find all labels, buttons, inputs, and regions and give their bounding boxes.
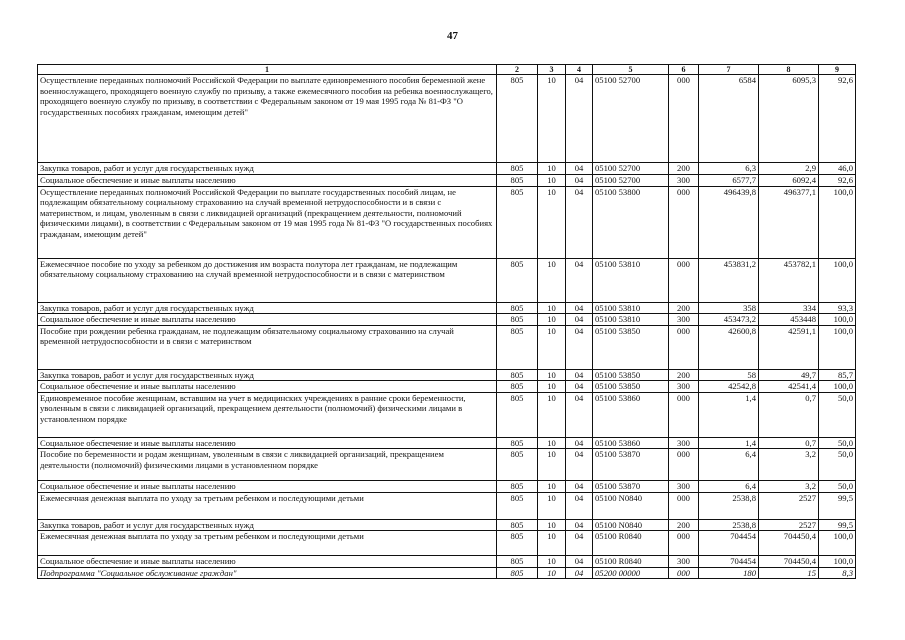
executed-amount-cell: 2527 bbox=[759, 519, 819, 531]
page-number: 47 bbox=[447, 30, 458, 42]
expense-type-cell: 000 bbox=[669, 186, 699, 258]
target-article-cell: 05100 52700 bbox=[593, 175, 669, 187]
subsection-cell: 04 bbox=[566, 75, 593, 163]
name-cell: Закупка товаров, работ и услуг для государственных нужд bbox=[38, 519, 497, 531]
table-row bbox=[38, 437, 856, 449]
admin-code-cell: 805 bbox=[497, 75, 538, 163]
expense-type-cell: 000 bbox=[669, 325, 699, 369]
name-cell: Осуществление переданных полномочий Российской Федерации по выплате единовременного пособия беременной жене военнослужащего, проходящего военную службу по призыву, а также ежемесячного пособия на ребенка военнослужащего, проходящего военную службу по призыву, в соответствии с Федеральным законом от 19 мая 1995 года № 81-ФЗ "О государственных пособиях гражданам, имеющим детей" bbox=[38, 75, 497, 163]
execution-percent-cell: 100,0 bbox=[819, 186, 856, 258]
subsection-cell: 04 bbox=[566, 258, 593, 302]
name-cell: Единовременное пособие женщинам, вставшим на учет в медицинских учреждениях в ранние сроки беременности, уволенным в связи с ликвидацией организаций, прекращением деятельности (полномочий) физическими лицами в установленном порядке bbox=[38, 392, 497, 437]
execution-percent-cell: 92,6 bbox=[819, 175, 856, 187]
approved-amount-cell: 496439,8 bbox=[699, 186, 759, 258]
executed-amount-cell: 42541,4 bbox=[759, 381, 819, 393]
name-cell: Социальное обеспечение и иные выплаты населению bbox=[38, 175, 497, 187]
admin-code-cell: 805 bbox=[497, 481, 538, 493]
execution-percent-cell: 50,0 bbox=[819, 449, 856, 481]
table-row bbox=[38, 175, 856, 187]
target-article-cell: 05100 52700 bbox=[593, 163, 669, 175]
section-cell: 10 bbox=[538, 381, 566, 393]
subsection-cell: 04 bbox=[566, 531, 593, 556]
execution-percent-cell: 100,0 bbox=[819, 381, 856, 393]
execution-percent-cell: 100,0 bbox=[819, 556, 856, 568]
subsection-cell: 04 bbox=[566, 302, 593, 314]
subsection-cell: 04 bbox=[566, 314, 593, 326]
expense-type-cell: 000 bbox=[669, 567, 699, 579]
execution-percent-cell: 99,5 bbox=[819, 492, 856, 519]
name-cell: Социальное обеспечение и иные выплаты населению bbox=[38, 481, 497, 493]
admin-code-cell: 805 bbox=[497, 492, 538, 519]
name-cell: Пособие при рождении ребенка гражданам, не подлежащим обязательному социальному страхованию на случай временной нетрудоспособности и в связи с материнством bbox=[38, 325, 497, 369]
table-row bbox=[38, 186, 856, 258]
section-cell: 10 bbox=[538, 163, 566, 175]
section-cell: 10 bbox=[538, 492, 566, 519]
expense-type-cell: 200 bbox=[669, 163, 699, 175]
table-row bbox=[38, 449, 856, 481]
expense-type-cell: 300 bbox=[669, 314, 699, 326]
subsection-cell: 04 bbox=[566, 325, 593, 369]
executed-amount-cell: 0,7 bbox=[759, 392, 819, 437]
approved-amount-cell: 180 bbox=[699, 567, 759, 579]
execution-percent-cell: 93,3 bbox=[819, 302, 856, 314]
execution-percent-cell: 50,0 bbox=[819, 437, 856, 449]
subsection-cell: 04 bbox=[566, 492, 593, 519]
name-cell: Ежемесячная денежная выплата по уходу за третьим ребенком и последующими детьми bbox=[38, 492, 497, 519]
execution-percent-cell: 50,0 bbox=[819, 392, 856, 437]
target-article-cell: 05100 53810 bbox=[593, 302, 669, 314]
admin-code-cell: 805 bbox=[497, 437, 538, 449]
subsection-cell: 04 bbox=[566, 481, 593, 493]
name-cell: Подпрограмма "Социальное обслуживание граждан" bbox=[38, 567, 497, 579]
name-cell: Осуществление переданных полномочий Российской Федерации по выплате государственных пособий лицам, не подлежащим обязательному социальному страхованию на случай временной нетрудоспособности и в связи с материнством, и лицам, уволенным в связи с ликвидацией организаций (прекращением деятельности, полномочий физическими лицами), в соответствии с Федеральным законом от 19 мая 1995 года № 81-ФЗ "О государственных пособиях гражданам, имеющим детей" bbox=[38, 186, 497, 258]
executed-amount-cell: 496377,1 bbox=[759, 186, 819, 258]
approved-amount-cell: 6,4 bbox=[699, 481, 759, 493]
table-row bbox=[38, 392, 856, 437]
target-article-cell: 05100 53850 bbox=[593, 325, 669, 369]
admin-code-cell: 805 bbox=[497, 325, 538, 369]
subsection-cell: 04 bbox=[566, 369, 593, 381]
target-article-cell: 05100 52700 bbox=[593, 75, 669, 163]
expense-type-cell: 000 bbox=[669, 531, 699, 556]
column-number: 9 bbox=[819, 65, 856, 75]
expense-type-cell: 000 bbox=[669, 392, 699, 437]
approved-amount-cell: 58 bbox=[699, 369, 759, 381]
admin-code-cell: 805 bbox=[497, 531, 538, 556]
executed-amount-cell: 6095,3 bbox=[759, 75, 819, 163]
section-cell: 10 bbox=[538, 175, 566, 187]
section-cell: 10 bbox=[538, 437, 566, 449]
subsection-cell: 04 bbox=[566, 556, 593, 568]
executed-amount-cell: 0,7 bbox=[759, 437, 819, 449]
target-article-cell: 05100 53850 bbox=[593, 381, 669, 393]
executed-amount-cell: 704450,4 bbox=[759, 556, 819, 568]
section-cell: 10 bbox=[538, 369, 566, 381]
target-article-cell: 05100 N0840 bbox=[593, 492, 669, 519]
subsection-cell: 04 bbox=[566, 392, 593, 437]
execution-percent-cell: 100,0 bbox=[819, 258, 856, 302]
section-cell: 10 bbox=[538, 519, 566, 531]
execution-percent-cell: 99,5 bbox=[819, 519, 856, 531]
executed-amount-cell: 6092,4 bbox=[759, 175, 819, 187]
approved-amount-cell: 704454 bbox=[699, 556, 759, 568]
admin-code-cell: 805 bbox=[497, 258, 538, 302]
approved-amount-cell: 453831,2 bbox=[699, 258, 759, 302]
table-row bbox=[38, 481, 856, 493]
name-cell: Пособие по беременности и родам женщинам, уволенным в связи с ликвидацией организаций, прекращением деятельности (полномочий) физическими лицами в установленном порядке bbox=[38, 449, 497, 481]
subsection-cell: 04 bbox=[566, 567, 593, 579]
section-cell: 10 bbox=[538, 186, 566, 258]
column-number: 1 bbox=[38, 65, 497, 75]
target-article-cell: 05100 53870 bbox=[593, 481, 669, 493]
column-number: 3 bbox=[538, 65, 566, 75]
name-cell: Закупка товаров, работ и услуг для государственных нужд bbox=[38, 302, 497, 314]
column-number: 4 bbox=[566, 65, 593, 75]
expense-type-cell: 300 bbox=[669, 437, 699, 449]
admin-code-cell: 805 bbox=[497, 519, 538, 531]
approved-amount-cell: 704454 bbox=[699, 531, 759, 556]
executed-amount-cell: 3,2 bbox=[759, 481, 819, 493]
section-cell: 10 bbox=[538, 258, 566, 302]
target-article-cell: 05100 53860 bbox=[593, 392, 669, 437]
expense-type-cell: 300 bbox=[669, 175, 699, 187]
executed-amount-cell: 704450,4 bbox=[759, 531, 819, 556]
subsection-cell: 04 bbox=[566, 437, 593, 449]
target-article-cell: 05100 53850 bbox=[593, 369, 669, 381]
admin-code-cell: 805 bbox=[497, 302, 538, 314]
approved-amount-cell: 453473,2 bbox=[699, 314, 759, 326]
section-cell: 10 bbox=[538, 449, 566, 481]
admin-code-cell: 805 bbox=[497, 175, 538, 187]
column-number: 2 bbox=[497, 65, 538, 75]
expense-type-cell: 000 bbox=[669, 492, 699, 519]
table-row bbox=[38, 163, 856, 175]
target-article-cell: 05100 R0840 bbox=[593, 556, 669, 568]
execution-percent-cell: 85,7 bbox=[819, 369, 856, 381]
table-row bbox=[38, 567, 856, 579]
target-article-cell: 05200 00000 bbox=[593, 567, 669, 579]
name-cell: Закупка товаров, работ и услуг для государственных нужд bbox=[38, 163, 497, 175]
name-cell: Ежемесячное пособие по уходу за ребенком до достижения им возраста полутора лет гражданам, не подлежащим обязательному социальному страхованию на случай временной нетрудоспособности и в связи с материнством bbox=[38, 258, 497, 302]
expense-type-cell: 300 bbox=[669, 481, 699, 493]
table-row bbox=[38, 369, 856, 381]
name-cell: Социальное обеспечение и иные выплаты населению bbox=[38, 437, 497, 449]
subsection-cell: 04 bbox=[566, 186, 593, 258]
execution-percent-cell: 92,6 bbox=[819, 75, 856, 163]
approved-amount-cell: 6584 bbox=[699, 75, 759, 163]
table-row bbox=[38, 325, 856, 369]
expense-type-cell: 300 bbox=[669, 556, 699, 568]
approved-amount-cell: 1,4 bbox=[699, 392, 759, 437]
subsection-cell: 04 bbox=[566, 163, 593, 175]
execution-percent-cell: 100,0 bbox=[819, 314, 856, 326]
expense-type-cell: 200 bbox=[669, 369, 699, 381]
executed-amount-cell: 2,9 bbox=[759, 163, 819, 175]
admin-code-cell: 805 bbox=[497, 567, 538, 579]
execution-percent-cell: 100,0 bbox=[819, 531, 856, 556]
section-cell: 10 bbox=[538, 556, 566, 568]
approved-amount-cell: 1,4 bbox=[699, 437, 759, 449]
target-article-cell: 05100 R0840 bbox=[593, 531, 669, 556]
section-cell: 10 bbox=[538, 531, 566, 556]
budget-table bbox=[37, 64, 856, 579]
subsection-cell: 04 bbox=[566, 519, 593, 531]
approved-amount-cell: 42600,8 bbox=[699, 325, 759, 369]
expense-type-cell: 000 bbox=[669, 258, 699, 302]
executed-amount-cell: 2527 bbox=[759, 492, 819, 519]
executed-amount-cell: 453448 bbox=[759, 314, 819, 326]
subsection-cell: 04 bbox=[566, 381, 593, 393]
name-cell: Социальное обеспечение и иные выплаты населению bbox=[38, 314, 497, 326]
table-row bbox=[38, 519, 856, 531]
approved-amount-cell: 2538,8 bbox=[699, 519, 759, 531]
section-cell: 10 bbox=[538, 481, 566, 493]
table-row bbox=[38, 381, 856, 393]
table-row bbox=[38, 258, 856, 302]
target-article-cell: 05100 53810 bbox=[593, 258, 669, 302]
target-article-cell: 05100 53870 bbox=[593, 449, 669, 481]
target-article-cell: 05100 N0840 bbox=[593, 519, 669, 531]
admin-code-cell: 805 bbox=[497, 186, 538, 258]
executed-amount-cell: 42591,1 bbox=[759, 325, 819, 369]
section-cell: 10 bbox=[538, 392, 566, 437]
approved-amount-cell: 42542,8 bbox=[699, 381, 759, 393]
approved-amount-cell: 358 bbox=[699, 302, 759, 314]
table-row bbox=[38, 492, 856, 519]
section-cell: 10 bbox=[538, 567, 566, 579]
execution-percent-cell: 50,0 bbox=[819, 481, 856, 493]
target-article-cell: 05100 53800 bbox=[593, 186, 669, 258]
approved-amount-cell: 6577,7 bbox=[699, 175, 759, 187]
executed-amount-cell: 15 bbox=[759, 567, 819, 579]
expense-type-cell: 200 bbox=[669, 302, 699, 314]
section-cell: 10 bbox=[538, 75, 566, 163]
expense-type-cell: 300 bbox=[669, 381, 699, 393]
column-number: 5 bbox=[593, 65, 669, 75]
admin-code-cell: 805 bbox=[497, 392, 538, 437]
table-row bbox=[38, 314, 856, 326]
name-cell: Социальное обеспечение и иные выплаты населению bbox=[38, 556, 497, 568]
section-cell: 10 bbox=[538, 325, 566, 369]
target-article-cell: 05100 53860 bbox=[593, 437, 669, 449]
admin-code-cell: 805 bbox=[497, 556, 538, 568]
section-cell: 10 bbox=[538, 302, 566, 314]
executed-amount-cell: 3,2 bbox=[759, 449, 819, 481]
executed-amount-cell: 49,7 bbox=[759, 369, 819, 381]
admin-code-cell: 805 bbox=[497, 381, 538, 393]
executed-amount-cell: 334 bbox=[759, 302, 819, 314]
admin-code-cell: 805 bbox=[497, 369, 538, 381]
admin-code-cell: 805 bbox=[497, 314, 538, 326]
approved-amount-cell: 6,3 bbox=[699, 163, 759, 175]
table-row bbox=[38, 75, 856, 163]
section-cell: 10 bbox=[538, 314, 566, 326]
table-row bbox=[38, 531, 856, 556]
name-cell: Ежемесячная денежная выплата по уходу за третьим ребенком и последующими детьми bbox=[38, 531, 497, 556]
subsection-cell: 04 bbox=[566, 175, 593, 187]
execution-percent-cell: 8,3 bbox=[819, 567, 856, 579]
name-cell: Закупка товаров, работ и услуг для государственных нужд bbox=[38, 369, 497, 381]
admin-code-cell: 805 bbox=[497, 449, 538, 481]
expense-type-cell: 000 bbox=[669, 449, 699, 481]
column-number: 7 bbox=[699, 65, 759, 75]
column-number: 8 bbox=[759, 65, 819, 75]
table-row bbox=[38, 302, 856, 314]
subsection-cell: 04 bbox=[566, 449, 593, 481]
column-number-row bbox=[38, 65, 856, 75]
executed-amount-cell: 453782,1 bbox=[759, 258, 819, 302]
execution-percent-cell: 46,0 bbox=[819, 163, 856, 175]
column-number: 6 bbox=[669, 65, 699, 75]
name-cell: Социальное обеспечение и иные выплаты населению bbox=[38, 381, 497, 393]
table-row bbox=[38, 556, 856, 568]
admin-code-cell: 805 bbox=[497, 163, 538, 175]
expense-type-cell: 000 bbox=[669, 75, 699, 163]
target-article-cell: 05100 53810 bbox=[593, 314, 669, 326]
approved-amount-cell: 6,4 bbox=[699, 449, 759, 481]
expense-type-cell: 200 bbox=[669, 519, 699, 531]
execution-percent-cell: 100,0 bbox=[819, 325, 856, 369]
approved-amount-cell: 2538,8 bbox=[699, 492, 759, 519]
